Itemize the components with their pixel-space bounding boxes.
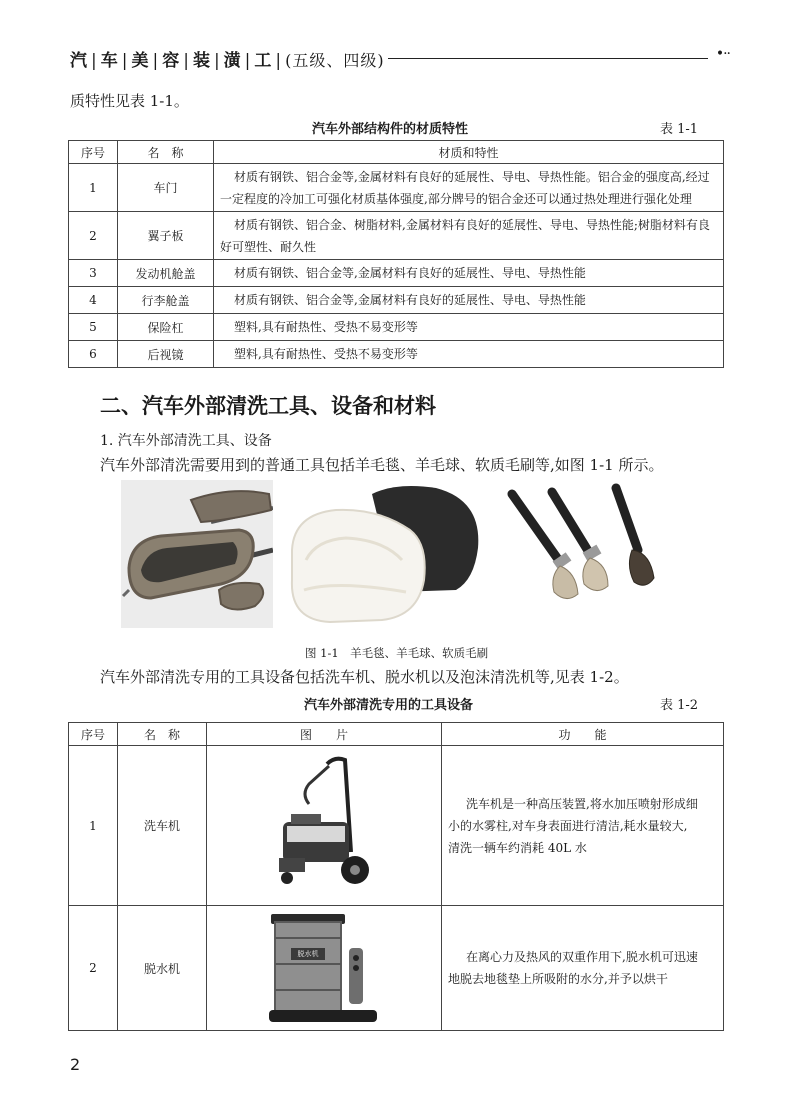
row-name: 保险杠 (118, 314, 214, 341)
section-heading: 二、汽车外部清洗工具、设备和材料 (100, 394, 436, 418)
book-title: 汽 | 车 | 美 | 容 | 装 | 潢 | 工 | (五级、四级) (70, 51, 385, 71)
table2-header-index: 序号 (69, 723, 118, 746)
header-rule (388, 58, 708, 59)
row-index: 1 (69, 164, 118, 212)
soft-brush-icon (504, 482, 670, 608)
row-name: 后视镜 (118, 341, 214, 368)
row-name: 脱水机 (118, 906, 207, 1031)
table-row (69, 260, 724, 287)
table2-header-name: 名 称 (118, 723, 207, 746)
table1-header-row (69, 141, 724, 164)
wool-duster-photo (121, 480, 273, 628)
wool-mitt-icon (286, 480, 492, 628)
header-dots: •·· (715, 46, 730, 62)
row-material: 材质有钢铁、铝合金等,金属材料有良好的延展性、导电、导热性能 (214, 287, 724, 314)
row-index: 2 (69, 906, 118, 1031)
row-material: 塑料,具有耐热性、受热不易变形等 (214, 341, 724, 368)
row-material: 材质有钢铁、铝合金、树脂材料,金属材料有良好的延展性、导电、导热性能;树脂材料有良 好可塑性、耐久性 (214, 212, 724, 260)
soft-brush-photo (504, 482, 670, 608)
page-number: 2 (70, 1055, 81, 1074)
wool-mitt-photo (286, 480, 492, 628)
table1-header-material: 材质和特性 (214, 141, 724, 164)
row-index: 6 (69, 341, 118, 368)
dehydrator-illustration (269, 912, 379, 1024)
subsection-heading: 1. 汽车外部清洗工具、设备 (100, 433, 272, 449)
car-washer-icon (269, 754, 379, 894)
dehydrator-icon (269, 912, 379, 1024)
row-image (207, 906, 442, 1031)
table-row (69, 164, 724, 212)
row-name: 发动机舱盖 (118, 260, 214, 287)
dehydrator-label: 脱水机 (297, 950, 319, 958)
row-name: 行李舱盖 (118, 287, 214, 314)
book-subtitle: (五级、四级) (285, 51, 385, 70)
row-material: 塑料,具有耐热性、受热不易变形等 (214, 314, 724, 341)
table2-header-image: 图 片 (207, 723, 442, 746)
row-index: 4 (69, 287, 118, 314)
row-material: 材质有钢铁、铝合金等,金属材料有良好的延展性、导电、导热性能 (214, 260, 724, 287)
table1-header-name: 名 称 (118, 141, 214, 164)
row-name: 翼子板 (118, 212, 214, 260)
table2-header-row (69, 723, 724, 746)
row-index: 2 (69, 212, 118, 260)
running-header (70, 46, 730, 76)
table2 (68, 722, 724, 1031)
table1-header-index: 序号 (69, 141, 118, 164)
intro-line: 质特性见表 1-1。 (70, 92, 189, 110)
row-material: 材质有钢铁、铝合金等,金属材料有良好的延展性、导电、导热性能。铝合金的强度高,经过 一定程度的冷加工可强化材质基体强度,部分牌号的铝合金还可以通过热处理进行强化处理 (214, 164, 724, 212)
row-index: 3 (69, 260, 118, 287)
row-name: 车门 (118, 164, 214, 212)
table2-header-function: 功 能 (442, 723, 724, 746)
table-row (69, 746, 724, 906)
row-index: 1 (69, 746, 118, 906)
row-name: 洗车机 (118, 746, 207, 906)
table2-number: 表 1-2 (660, 698, 699, 713)
table1-number: 表 1-1 (660, 122, 699, 137)
table-row (69, 314, 724, 341)
table-row (69, 906, 724, 1031)
row-image (207, 746, 442, 906)
table-row (69, 341, 724, 368)
paragraph-tools: 汽车外部清洗需要用到的普通工具包括羊毛毯、羊毛球、软质毛刷等,如图 1-1 所示。 (100, 456, 664, 474)
row-index: 5 (69, 314, 118, 341)
table1 (68, 140, 724, 368)
figure-caption: 图 1-1 羊毛毯、羊毛球、软质毛刷 (305, 646, 489, 660)
table2-caption: 汽车外部清洗专用的工具设备 (304, 698, 474, 713)
row-function: 在离心力及热风的双重作用下,脱水机可迅速 地脱去地毯垫上所吸附的水分,并予以烘干 (442, 906, 724, 1031)
table-row (69, 287, 724, 314)
paragraph-equipment: 汽车外部清洗专用的工具设备包括洗车机、脱水机以及泡沫清洗机等,见表 1-2。 (100, 668, 629, 686)
wool-duster-icon (121, 480, 273, 628)
table1-caption: 汽车外部结构件的材质特性 (312, 122, 469, 137)
table-row (69, 212, 724, 260)
row-function: 洗车机是一种高压装置,将水加压喷射形成细 小的水雾柱,对车身表面进行清洁,耗水量较大, 清洗一辆车约消耗 40L 水 (442, 746, 724, 906)
